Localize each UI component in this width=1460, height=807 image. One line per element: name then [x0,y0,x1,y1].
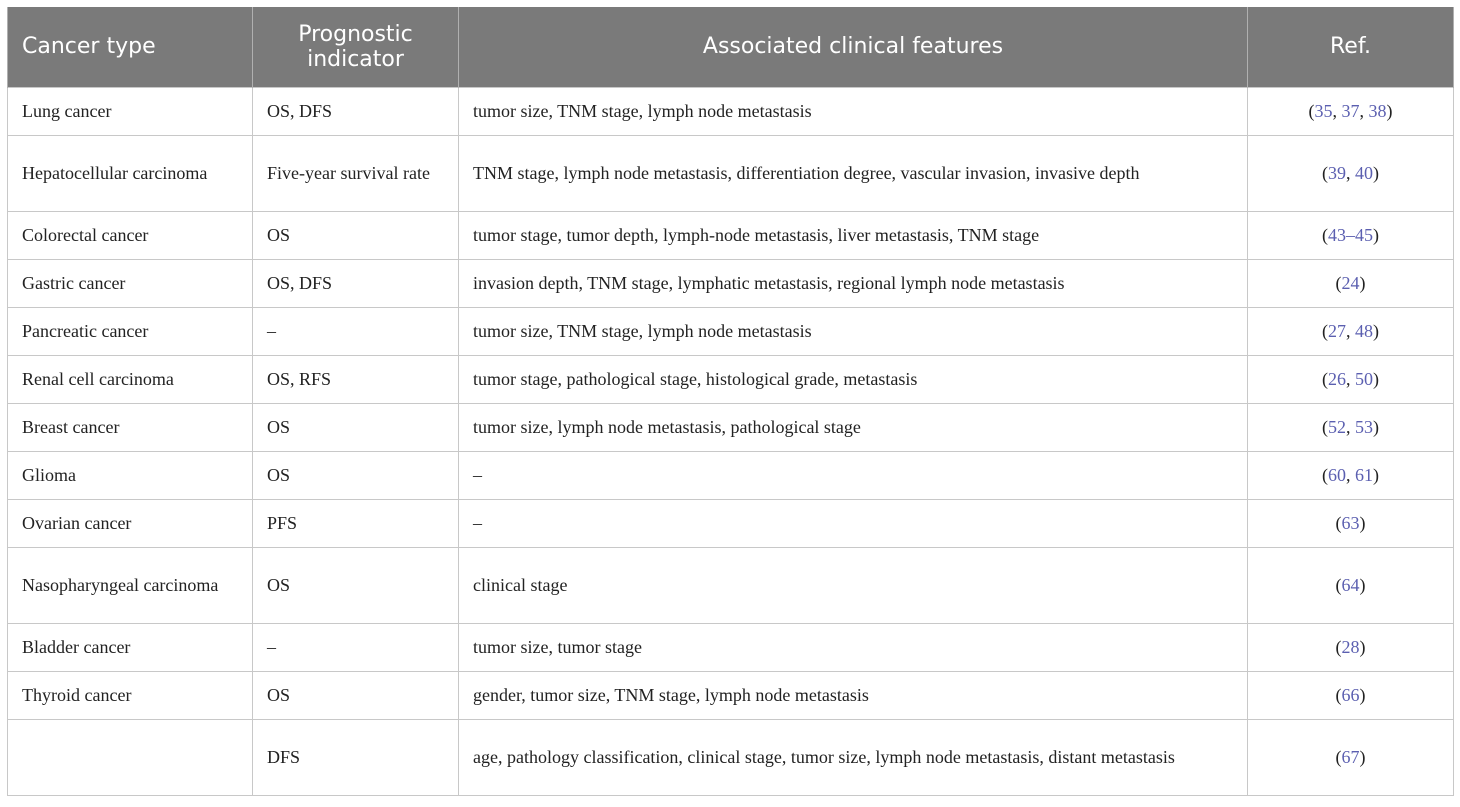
cell-clinical-features: tumor size, TNM stage, lymph node metastasis [459,307,1248,355]
ref-open-paren: ( [1335,747,1342,767]
cell-prognostic-indicator: OS [253,211,459,259]
reference-link[interactable]: 28 [1341,637,1360,657]
ref-close-paren: ) [1359,637,1366,657]
reference-link[interactable]: 63 [1341,513,1360,533]
ref-separator: , [1346,321,1355,341]
ref-close-paren: ) [1359,273,1366,293]
table-row [8,719,1454,795]
cell-prognostic-indicator: OS [253,547,459,623]
table-row [8,623,1454,671]
cell-prognostic-indicator: OS [253,671,459,719]
cell-ref [1248,87,1454,135]
ref-open-paren: ( [1322,163,1328,183]
ref-open-paren: ( [1322,225,1328,245]
cell-prognostic-indicator: Five-year survival rate [253,135,459,211]
cell-cancer-type: Pancreatic cancer [8,307,253,355]
table-row [8,259,1454,307]
reference-link[interactable]: 48 [1355,321,1373,341]
cell-clinical-features: clinical stage [459,547,1248,623]
header-prognostic-indicator: Prognostic indicator [253,7,459,87]
cell-ref [1248,355,1454,403]
ref-separator: , [1359,101,1369,121]
cell-clinical-features: invasion depth, TNM stage, lymphatic metastasis, regional lymph node metastasis [459,259,1248,307]
cell-cancer-type: Hepatocellular carcinoma [8,135,253,211]
table-row [8,547,1454,623]
reference-link[interactable]: 53 [1355,417,1373,437]
cell-ref [1248,451,1454,499]
ref-open-paren: ( [1322,417,1328,437]
reference-link[interactable]: 61 [1355,465,1373,485]
ref-open-paren: ( [1322,369,1328,389]
reference-link[interactable]: 60 [1328,465,1346,485]
reference-link[interactable]: 39 [1328,163,1346,183]
ref-open-paren: ( [1322,465,1328,485]
cell-cancer-type: Lung cancer [8,87,253,135]
reference-link[interactable]: 52 [1328,417,1346,437]
cell-cancer-type: Renal cell carcinoma [8,355,253,403]
ref-open-paren: ( [1335,273,1342,293]
ref-separator: , [1346,369,1355,389]
ref-close-paren: ) [1373,369,1379,389]
header-row [8,7,1454,87]
ref-close-paren: ) [1373,417,1379,437]
cell-cancer-type: Nasopharyngeal carcinoma [8,547,253,623]
clinical-features-table [7,7,1454,796]
cell-prognostic-indicator: OS, RFS [253,355,459,403]
cell-ref [1248,259,1454,307]
ref-open-paren: ( [1335,637,1342,657]
table-row [8,87,1454,135]
cell-clinical-features: – [459,451,1248,499]
table-row [8,135,1454,211]
reference-link[interactable]: 43–45 [1328,225,1373,245]
cell-prognostic-indicator: DFS [253,719,459,795]
ref-close-paren: ) [1386,101,1393,121]
ref-close-paren: ) [1373,465,1379,485]
table-row [8,355,1454,403]
cell-cancer-type: Bladder cancer [8,623,253,671]
ref-close-paren: ) [1359,575,1366,595]
table-header [8,7,1454,87]
cell-prognostic-indicator: – [253,307,459,355]
ref-close-paren: ) [1373,321,1379,341]
ref-close-paren: ) [1359,513,1366,533]
cell-ref [1248,671,1454,719]
cell-ref [1248,135,1454,211]
ref-separator: , [1346,417,1355,437]
cell-ref [1248,547,1454,623]
reference-link[interactable]: 37 [1341,101,1360,121]
header-cancer-type: Cancer type [8,7,253,87]
cell-cancer-type: Ovarian cancer [8,499,253,547]
ref-open-paren: ( [1335,575,1342,595]
cell-clinical-features: tumor size, lymph node metastasis, pathological stage [459,403,1248,451]
cell-ref [1248,403,1454,451]
cell-cancer-type: Colorectal cancer [8,211,253,259]
reference-link[interactable]: 67 [1341,747,1360,767]
cell-ref [1248,499,1454,547]
ref-separator: , [1332,101,1342,121]
cell-clinical-features: tumor stage, tumor depth, lymph-node metastasis, liver metastasis, TNM stage [459,211,1248,259]
cell-cancer-type: Glioma [8,451,253,499]
ref-close-paren: ) [1373,225,1379,245]
cell-cancer-type: Thyroid cancer [8,671,253,719]
reference-link[interactable]: 66 [1341,685,1360,705]
ref-open-paren: ( [1335,513,1342,533]
table-body [8,87,1454,795]
cell-ref [1248,719,1454,795]
cell-clinical-features: – [459,499,1248,547]
cell-prognostic-indicator: OS [253,403,459,451]
cell-clinical-features: tumor size, tumor stage [459,623,1248,671]
cell-prognostic-indicator: OS [253,451,459,499]
cell-prognostic-indicator: OS, DFS [253,87,459,135]
ref-close-paren: ) [1359,685,1366,705]
ref-open-paren: ( [1322,321,1328,341]
reference-link[interactable]: 50 [1355,369,1373,389]
header-ref: Ref. [1248,7,1454,87]
reference-link[interactable]: 40 [1355,163,1373,183]
ref-close-paren: ) [1373,163,1379,183]
cell-cancer-type [8,719,253,795]
cell-prognostic-indicator: OS, DFS [253,259,459,307]
cell-clinical-features: gender, tumor size, TNM stage, lymph node metastasis [459,671,1248,719]
cell-cancer-type: Breast cancer [8,403,253,451]
reference-link[interactable]: 24 [1341,273,1360,293]
reference-link[interactable]: 26 [1328,369,1346,389]
cell-clinical-features: TNM stage, lymph node metastasis, differentiation degree, vascular invasion, invasive depth [459,135,1248,211]
ref-open-paren: ( [1308,101,1315,121]
reference-link[interactable]: 64 [1341,575,1360,595]
reference-link[interactable]: 35 [1314,101,1333,121]
cell-cancer-type: Gastric cancer [8,259,253,307]
table-row [8,451,1454,499]
ref-separator: , [1346,163,1355,183]
table-row [8,499,1454,547]
table-row [8,671,1454,719]
cell-prognostic-indicator: PFS [253,499,459,547]
cell-ref [1248,211,1454,259]
ref-separator: , [1346,465,1355,485]
table-row [8,307,1454,355]
reference-link[interactable]: 27 [1328,321,1346,341]
cell-prognostic-indicator: – [253,623,459,671]
table-row [8,403,1454,451]
clinical-features-table-wrapper [7,7,1453,796]
cell-ref [1248,623,1454,671]
cell-clinical-features: age, pathology classification, clinical stage, tumor size, lymph node metastasis, distant metastasis [459,719,1248,795]
ref-open-paren: ( [1335,685,1342,705]
cell-clinical-features: tumor size, TNM stage, lymph node metastasis [459,87,1248,135]
header-clinical-features: Associated clinical features [459,7,1248,87]
reference-link[interactable]: 38 [1368,101,1387,121]
cell-clinical-features: tumor stage, pathological stage, histological grade, metastasis [459,355,1248,403]
ref-close-paren: ) [1359,747,1366,767]
table-row [8,211,1454,259]
cell-ref [1248,307,1454,355]
